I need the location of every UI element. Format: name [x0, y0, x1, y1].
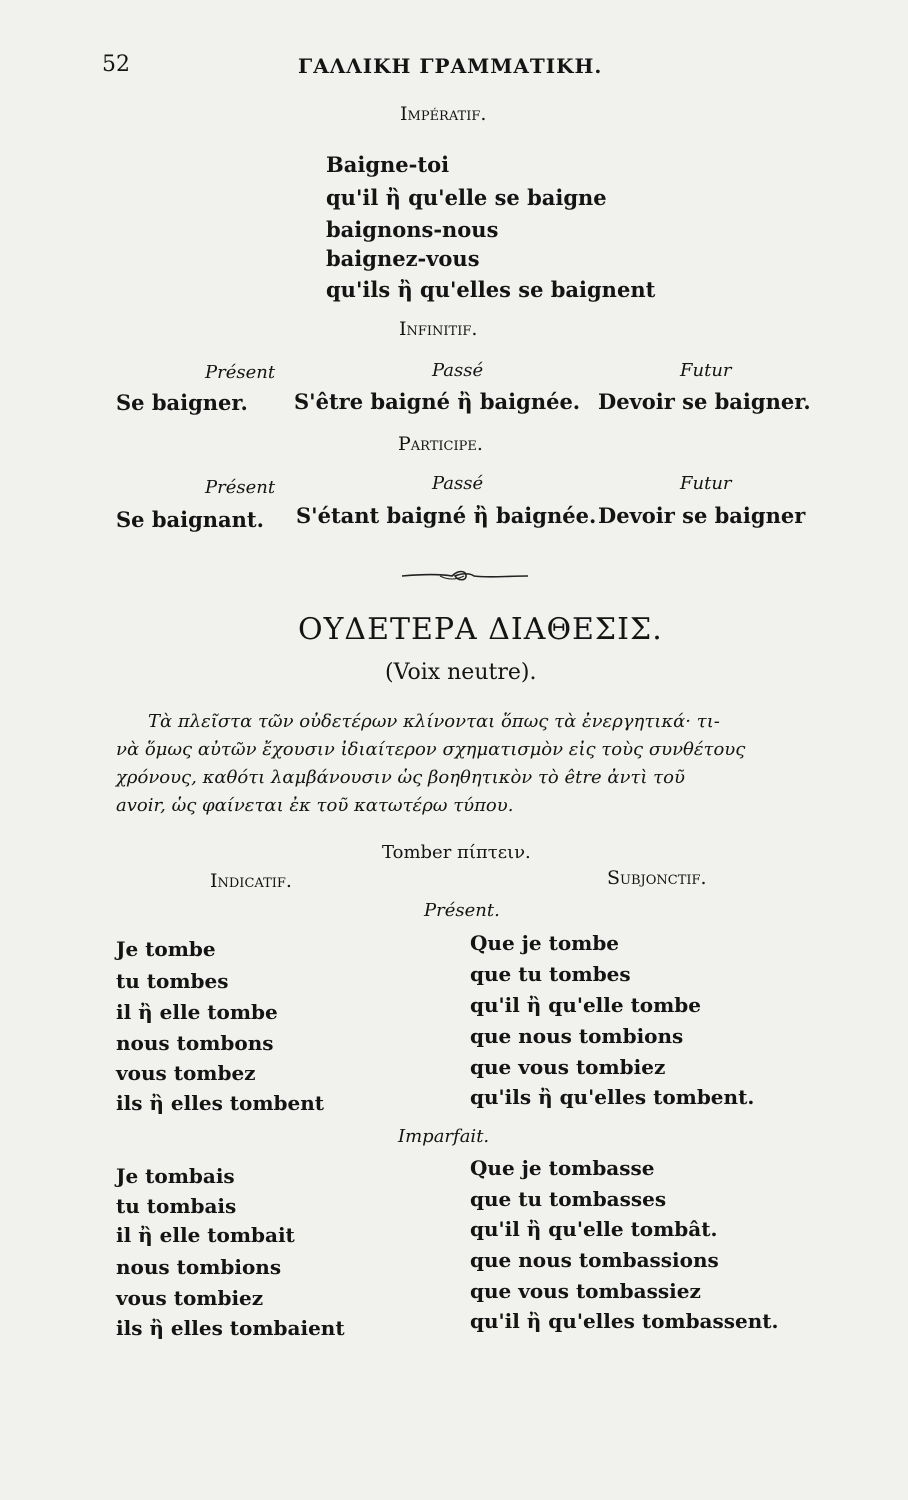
indicatif-label: Indicatif.	[210, 870, 292, 892]
infinitif-header-passe: Passé	[432, 360, 484, 381]
present-subjonctif-line: que nous tombions	[470, 1024, 684, 1048]
present-indicatif-line: nous tombons	[116, 1031, 274, 1055]
present-subjonctif-line: qu'il ἢ qu'elle tombe	[470, 993, 702, 1017]
imparfait-label: Imparfait.	[398, 1126, 490, 1147]
imparfait-indicatif-line: nous tombions	[116, 1255, 282, 1279]
participe-present: Se baignant.	[116, 507, 264, 532]
subjonctif-label: Subjonctif.	[607, 867, 707, 889]
infinitif-futur: Devoir se baigner.	[598, 389, 811, 414]
present-subjonctif-line: que vous tombiez	[470, 1055, 666, 1079]
infinitif-header-present: Présent	[205, 362, 276, 383]
verb-heading: Tomber πίπτειν.	[382, 842, 531, 863]
infinitif-header-futur: Futur	[680, 360, 732, 381]
paragraph-line: χρόνους, καθότι λαμβάνουσιν ὡς βοηθητικὸν τὸ être ἀντὶ τοῦ	[116, 767, 685, 788]
participe-passe: S'étant baigné ἢ baignée.	[296, 503, 597, 528]
ornament-divider	[400, 564, 530, 586]
running-title: ΓΑΛΛΙΚΗ ΓΡΑΜΜΑΤΙΚΗ.	[298, 54, 603, 78]
page-number: 52	[102, 52, 130, 77]
imparfait-subjonctif-line: que tu tombasses	[470, 1187, 667, 1211]
imparfait-subjonctif-line: qu'il ἢ qu'elle tombât.	[470, 1217, 718, 1241]
imparfait-subjonctif-line: que nous tombassions	[470, 1248, 719, 1272]
paragraph-line: avoir, ὡς φαίνεται ἐκ τοῦ κατωτέρω τύπου.	[116, 795, 514, 816]
present-subjonctif-line: Que je tombe	[470, 931, 620, 955]
imperatif-line: qu'il ἢ qu'elle se baigne	[326, 185, 607, 210]
participe-header-passe: Passé	[432, 473, 484, 494]
infinitif-present: Se baigner.	[116, 390, 248, 415]
imparfait-indicatif-line: tu tombais	[116, 1194, 237, 1218]
participe-futur: Devoir se baigner	[598, 503, 806, 528]
imparfait-subjonctif-line: qu'il ἢ qu'elles tombassent.	[470, 1309, 779, 1333]
imparfait-indicatif-line: il ἢ elle tombait	[116, 1223, 295, 1247]
present-indicatif-line: il ἢ elle tombe	[116, 1000, 278, 1024]
infinitif-passe: S'être baigné ἢ baignée.	[294, 389, 581, 414]
section-title: ΟΥΔΕΤΕΡΑ ΔΙΑΘΕΣΙΣ.	[298, 612, 663, 647]
present-label: Présent.	[424, 900, 500, 921]
imparfait-indicatif-line: ils ἢ elles tombaient	[116, 1316, 345, 1340]
imparfait-subjonctif-line: Que je tombasse	[470, 1156, 655, 1180]
imparfait-indicatif-line: vous tombiez	[116, 1286, 264, 1310]
paragraph-line: νὰ ὅμως αὐτῶν ἔχουσιν ἰδιαίτερον σχηματισμὸν εἰς τοὺς συνθέτους	[116, 739, 746, 760]
imparfait-indicatif-line: Je tombais	[116, 1164, 235, 1188]
participe-header-futur: Futur	[680, 473, 732, 494]
infinitif-title: Infinitif.	[399, 318, 478, 340]
present-subjonctif-line: que tu tombes	[470, 962, 631, 986]
participe-header-present: Présent	[205, 477, 276, 498]
present-indicatif-line: tu tombes	[116, 969, 229, 993]
paragraph-line: Τὰ πλεῖστα τῶν οὐδετέρων κλίνονται ὅπως τὰ ἐνεργητικά· τι-	[148, 711, 720, 732]
imparfait-subjonctif-line: que vous tombassiez	[470, 1279, 701, 1303]
imperatif-title: Impératif.	[400, 103, 487, 125]
imperatif-line: baignez-vous	[326, 246, 480, 271]
imperatif-line: Baigne-toi	[326, 152, 450, 177]
participe-title: Participe.	[398, 433, 483, 455]
imperatif-line: baignons-nous	[326, 217, 499, 242]
present-indicatif-line: vous tombez	[116, 1061, 256, 1085]
present-indicatif-line: Je tombe	[116, 937, 216, 961]
section-subtitle: (Voix neutre).	[385, 660, 537, 685]
imperatif-line: qu'ils ἢ qu'elles se baignent	[326, 277, 656, 302]
present-subjonctif-line: qu'ils ἢ qu'elles tombent.	[470, 1085, 755, 1109]
present-indicatif-line: ils ἢ elles tombent	[116, 1091, 325, 1115]
